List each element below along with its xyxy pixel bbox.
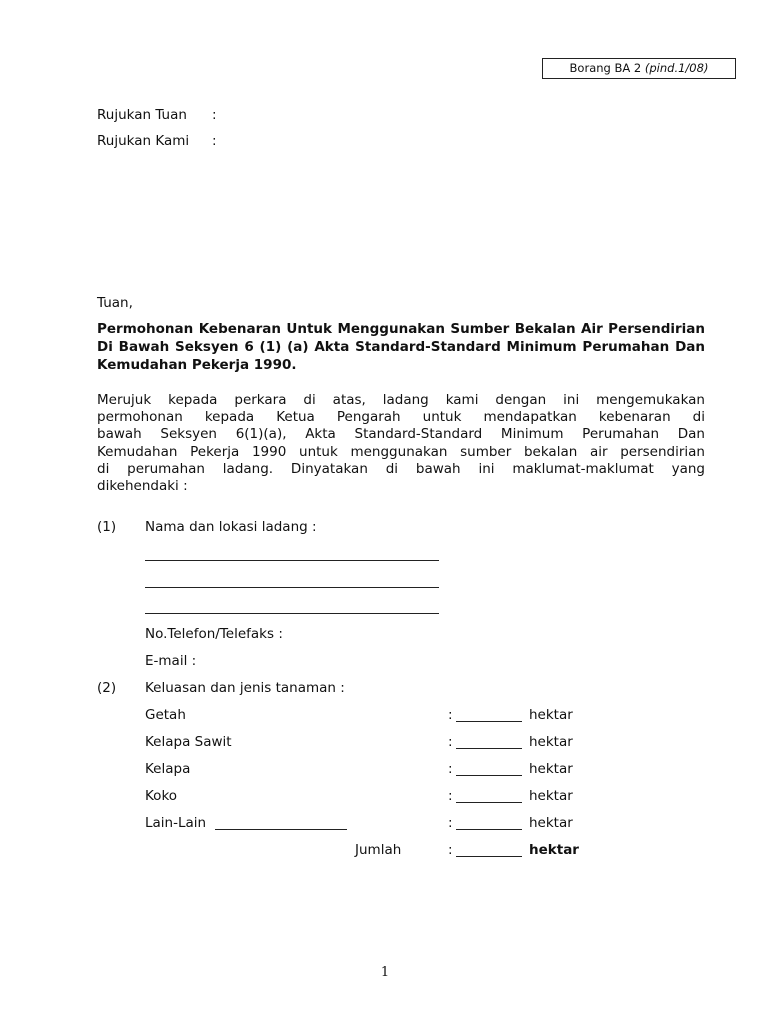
crop-colon: : — [448, 815, 453, 831]
total-label: Jumlah — [355, 842, 402, 858]
ref-kami-colon: : — [212, 133, 217, 149]
crop-getah-area-field[interactable] — [456, 721, 522, 722]
crop-kelapa-sawit-label: Kelapa Sawit — [145, 734, 232, 750]
crop-koko-area-field[interactable] — [456, 802, 522, 803]
crop-lain-lain-area-field[interactable] — [456, 829, 522, 830]
section-2-label: Keluasan dan jenis tanaman : — [145, 680, 345, 696]
section-2-number: (2) — [97, 680, 117, 696]
crop-unit: hektar — [529, 707, 573, 723]
total-colon: : — [448, 842, 453, 858]
para-line: di perumahan ladang. Dinyatakan di bawah ini maklumat-maklumat yang — [97, 460, 705, 477]
crop-unit: hektar — [529, 761, 573, 777]
section-1-label: Nama dan lokasi ladang : — [145, 519, 317, 535]
ref-kami-label: Rujukan Kami — [97, 133, 190, 149]
crop-unit: hektar — [529, 788, 573, 804]
estate-name-line-1[interactable] — [145, 560, 439, 561]
crop-colon: : — [448, 707, 453, 723]
total-area-field[interactable] — [456, 856, 522, 857]
crop-colon: : — [448, 788, 453, 804]
phone-fax-label: No.Telefon/Telefaks : — [145, 626, 283, 642]
form-code-text: Borang BA 2 — [569, 61, 642, 75]
crop-colon: : — [448, 761, 453, 777]
crop-lain-lain-label: Lain-Lain — [145, 815, 207, 831]
para-line: Kemudahan Pekerja 1990 untuk menggunakan sumber bekalan air persendirian — [97, 443, 705, 460]
para-line: dikehendaki : — [97, 478, 188, 495]
estate-name-line-3[interactable] — [145, 613, 439, 614]
estate-name-line-2[interactable] — [145, 587, 439, 588]
para-line: bawah Seksyen 6(1)(a), Akta Standard-Standard Minimum Perumahan Dan — [97, 426, 705, 443]
body-paragraph — [97, 392, 705, 495]
ref-tuan-label: Rujukan Tuan — [97, 107, 187, 123]
crop-unit: hektar — [529, 734, 573, 750]
ref-tuan-colon: : — [212, 107, 217, 123]
crop-kelapa-label: Kelapa — [145, 761, 191, 777]
crop-unit: hektar — [529, 815, 573, 831]
email-label: E-mail : — [145, 653, 197, 669]
crop-kelapa-sawit-area-field[interactable] — [456, 748, 522, 749]
crop-colon: : — [448, 734, 453, 750]
section-1-number: (1) — [97, 519, 117, 535]
para-line: Merujuk kepada perkara di atas, ladang kami dengan ini mengemukakan — [97, 392, 705, 408]
crop-kelapa-area-field[interactable] — [456, 775, 522, 776]
form-code-note: (pind.1/08) — [644, 61, 709, 75]
page-number: 1 — [380, 965, 390, 980]
letter-title — [97, 320, 705, 374]
salutation: Tuan, — [97, 295, 133, 311]
form-code-box — [542, 58, 736, 79]
title-line: Di Bawah Seksyen 6 (1) (a) Akta Standard-Standard Minimum Perumahan Dan — [97, 339, 705, 355]
crop-getah-label: Getah — [145, 707, 186, 723]
crop-lain-lain-name-field[interactable] — [215, 829, 347, 830]
crop-koko-label: Koko — [145, 788, 178, 804]
title-line: Permohonan Kebenaran Untuk Menggunakan Sumber Bekalan Air Persendirian — [97, 321, 705, 337]
title-line: Kemudahan Pekerja 1990. — [97, 357, 297, 373]
total-unit: hektar — [529, 842, 579, 858]
para-line: permohonan kepada Ketua Pengarah untuk mendapatkan kebenaran di — [97, 409, 705, 426]
